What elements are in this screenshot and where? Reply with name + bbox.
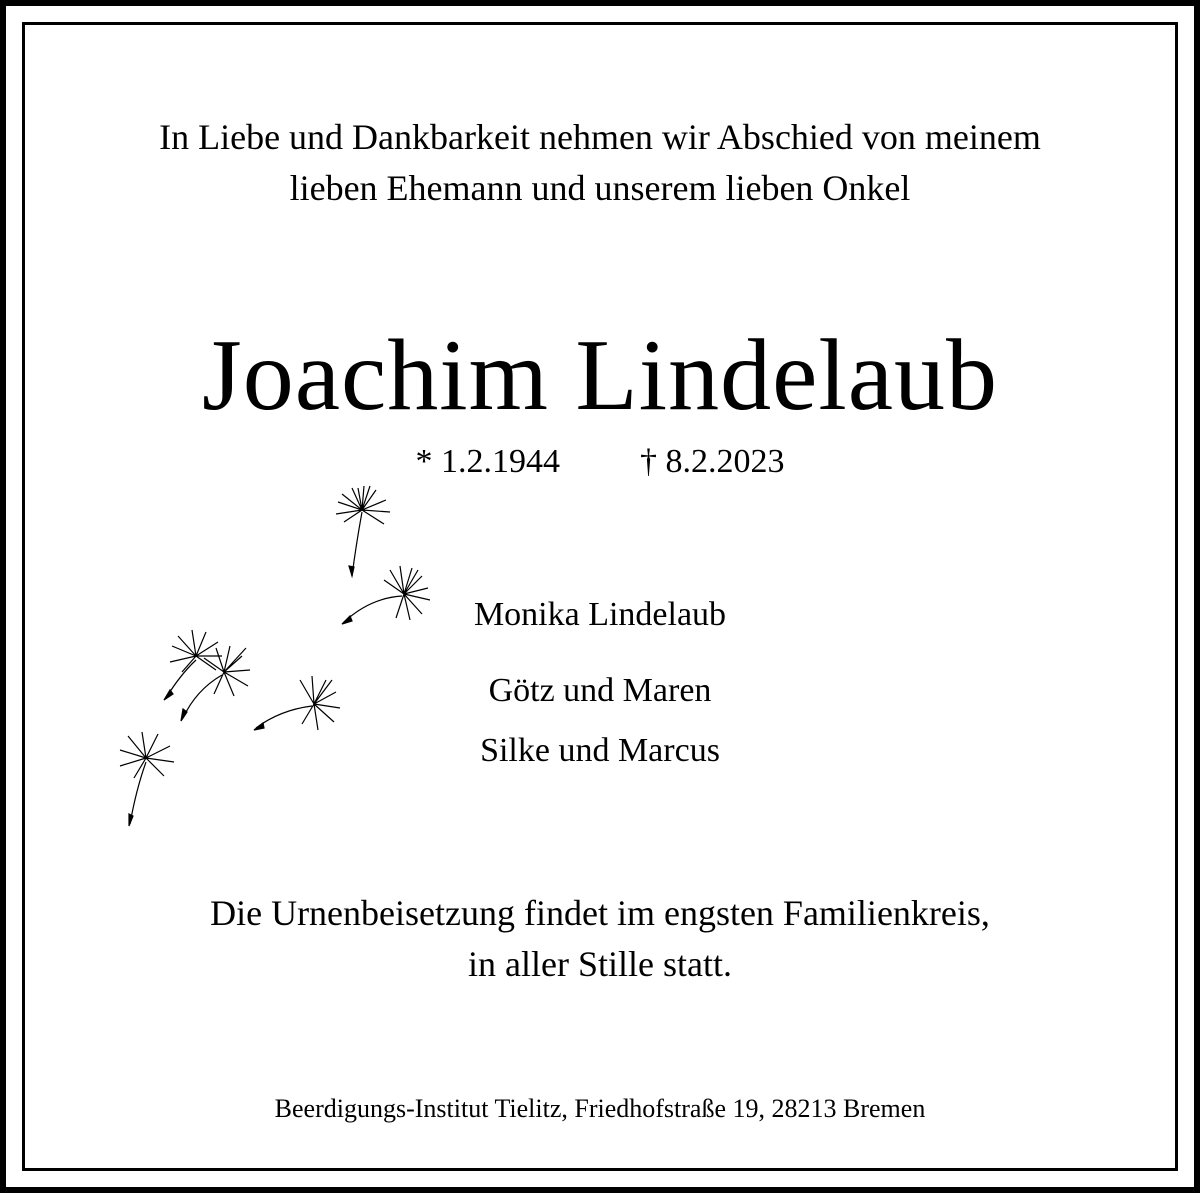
deceased-name: Joachim Lindelaub xyxy=(202,319,998,432)
dandelion-seed-icon xyxy=(336,486,390,576)
intro-line-1: In Liebe und Dankbarkeit nehmen wir Abschied von meinem xyxy=(159,117,1041,157)
death-date: † 8.2.2023 xyxy=(640,443,785,480)
mourner-line-3: Silke und Marcus xyxy=(480,732,720,769)
birth-date: * 1.2.1944 xyxy=(415,443,560,480)
undertaker-info: Beerdigungs-Institut Tielitz, Friedhofstraße 19, 28213 Bremen xyxy=(274,1094,926,1123)
intro-line-2: lieben Ehemann und unserem lieben Onkel xyxy=(289,168,911,208)
closing-text xyxy=(0,888,1200,990)
mourner-line-1: Monika Lindelaub xyxy=(473,596,727,633)
mourner-line-2: Götz und Maren xyxy=(488,672,712,709)
closing-line-2: in aller Stille statt. xyxy=(468,944,732,984)
closing-line-1: Die Urnenbeisetzung findet im engsten Familienkreis, xyxy=(210,893,990,933)
